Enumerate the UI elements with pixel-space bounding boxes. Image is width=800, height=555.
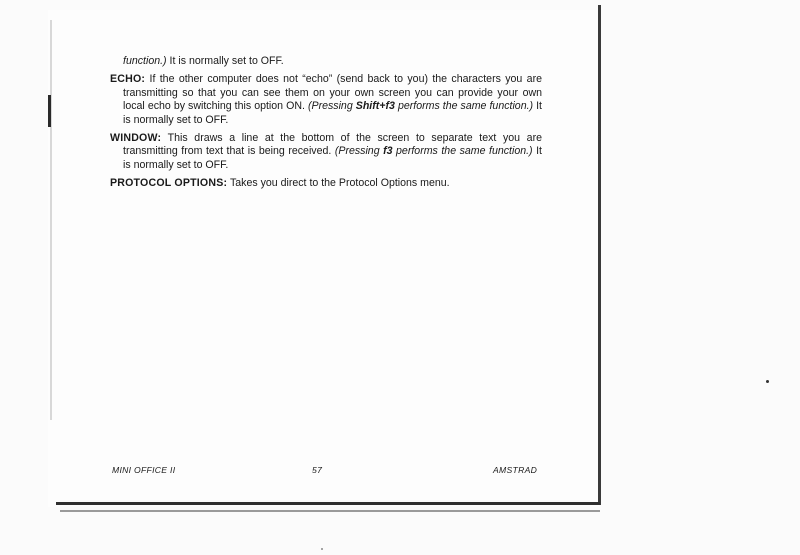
page-bottom-edge <box>56 502 600 505</box>
page-binding-shadow <box>50 20 52 420</box>
scan-speck <box>766 380 769 383</box>
window-italic-a: (Pressing <box>334 145 384 158</box>
page-right-edge <box>598 5 601 505</box>
intro-italic: function.) <box>123 55 167 67</box>
echo-italic-a: (Pressing <box>307 100 356 113</box>
protocol-entry <box>110 177 542 190</box>
page-bottom-shadow <box>60 510 600 512</box>
intro-text: It is normally set to OFF. <box>166 55 284 67</box>
echo-term: ECHO: <box>110 73 146 86</box>
window-term: WINDOW: <box>110 132 162 145</box>
window-italic-b: performs the same function.) <box>392 145 533 158</box>
protocol-description: Takes you direct to the Protocol Options menu. <box>227 177 450 190</box>
echo-italic-b: performs the same function.) <box>394 100 534 113</box>
echo-default: It is normally set to OFF. <box>123 100 542 126</box>
page-left-mark <box>48 95 51 127</box>
page-body <box>110 55 542 196</box>
footer-product-name: MINI OFFICE II <box>112 465 176 475</box>
window-key: f3 <box>383 145 393 158</box>
footer-publisher: AMSTRAD <box>493 465 538 475</box>
intro-paragraph <box>110 55 542 68</box>
scan-speck <box>321 548 323 550</box>
footer-page-number: 57 <box>312 465 323 475</box>
echo-description: If the other computer does not “echo” (send back to you) the characters you are transmitting so that you can see them on your own screen you can provide your own local echo by switching this option ON. <box>123 73 542 113</box>
window-default: It is normally set to OFF. <box>123 145 542 171</box>
window-entry <box>110 132 542 172</box>
window-description: This draws a line at the bottom of the screen to separate text you are transmitting from text that is being received. <box>123 132 542 158</box>
echo-entry <box>110 73 542 127</box>
echo-key: Shift+f3 <box>355 100 395 113</box>
protocol-term: PROTOCOL OPTIONS: <box>110 177 228 190</box>
